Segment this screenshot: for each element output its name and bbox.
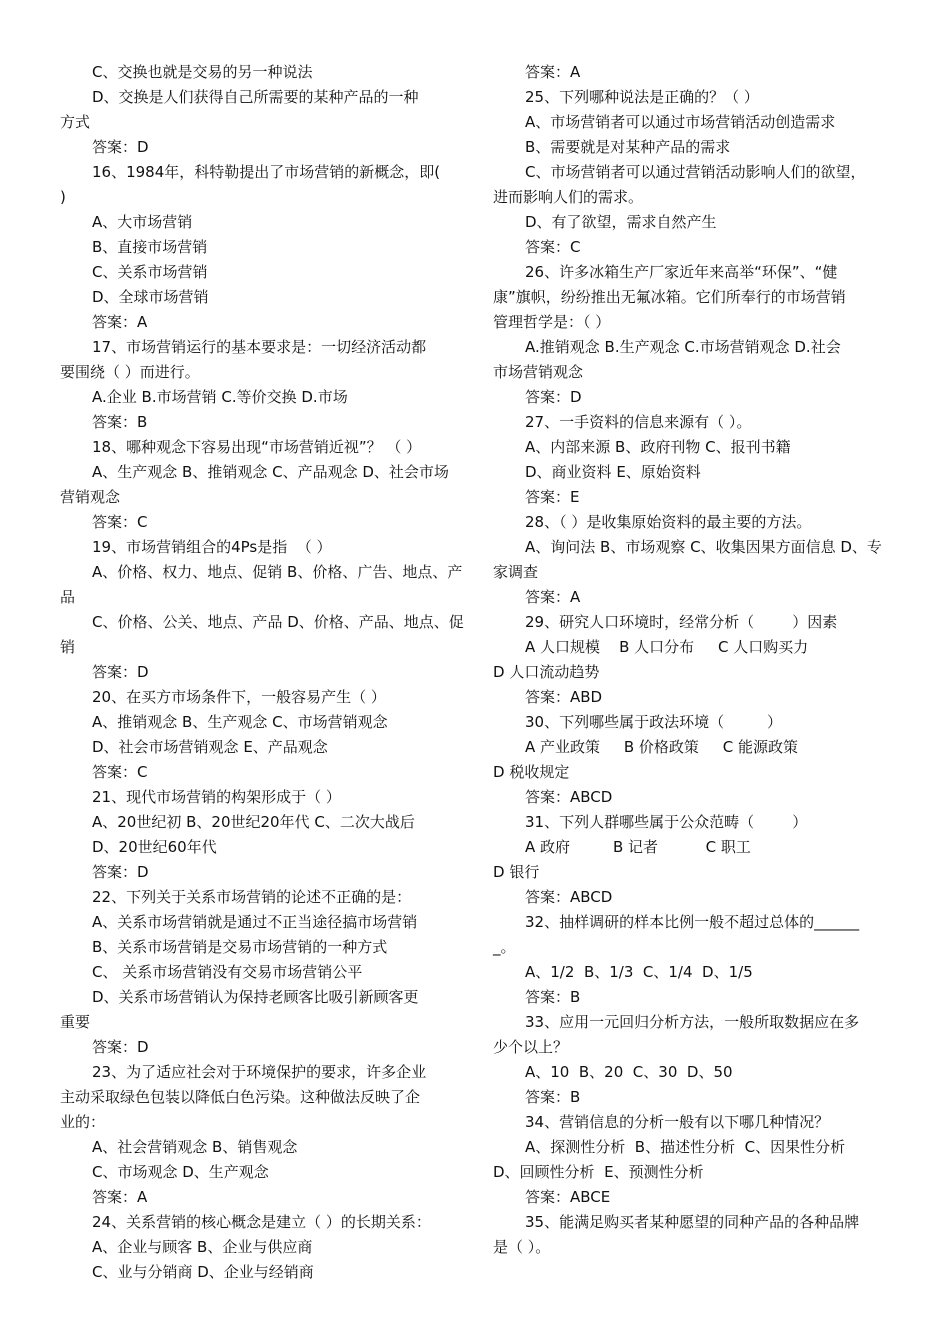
text-line: C、交换也就是交易的另一种说法: [92, 63, 313, 81]
text-line: B、关系市场营销是交易市场营销的一种方式: [92, 938, 388, 956]
text-line: 30、下列哪些属于政法环境（ ）: [525, 713, 783, 731]
text-line: 答案：B: [92, 413, 148, 431]
text-line: 23、为了适应社会对于环境保护的要求，许多企业: [92, 1063, 427, 1081]
text-line: 答案：ABCD: [525, 888, 613, 906]
text-line: 答案：ABCE: [525, 1188, 611, 1206]
text-line: 答案：ABD: [525, 688, 603, 706]
text-line: 答案：D: [92, 1038, 149, 1056]
text-line: A、询问法 B、市场观察 C、收集因果方面信息 D、专: [525, 538, 882, 556]
text-line: 答案：B: [525, 988, 581, 1006]
text-line: 答案：D: [525, 388, 582, 406]
text-line: 是（ ）。: [493, 1238, 551, 1256]
right-column: [493, 60, 893, 1260]
text-line: 方式: [60, 113, 91, 131]
text-line: 19、市场营销组合的4Ps是指 （ ）: [92, 538, 332, 556]
text-line: 26、许多冰箱生产厂家近年来高举“环保”、“健: [525, 263, 838, 281]
text-line: 28、（ ）是收集原始资料的最主要的方法。: [525, 513, 812, 531]
text-line: 答案：E: [525, 488, 580, 506]
text-line: A、内部来源 B、政府刊物 C、报刊书籍: [525, 438, 791, 456]
text-line: 家调查: [493, 563, 539, 581]
text-line: 25、下列哪种说法是正确的？（ ）: [525, 88, 759, 106]
text-line: 18、哪种观念下容易出现“市场营销近视”？ （ ）: [92, 438, 422, 456]
text-line: A、企业与顾客 B、企业与供应商: [92, 1238, 313, 1256]
text-line: 答案：A: [525, 588, 581, 606]
text-line: 32、抽样调研的样本比例一般不超过总体的______: [525, 913, 860, 931]
text-line: 答案：A: [92, 1188, 148, 1206]
text-line: _。: [493, 938, 516, 956]
text-line: A、大市场营销: [92, 213, 193, 231]
text-line: D 银行: [493, 863, 540, 881]
text-line: A 人口规模 B 人口分布 C 人口购买力: [525, 638, 809, 656]
text-line: 答案：B: [525, 1088, 581, 1106]
text-line: ): [60, 188, 66, 206]
text-line: 业的：: [60, 1113, 106, 1131]
text-line: C、业与分销商 D、企业与经销商: [92, 1263, 314, 1281]
text-line: D、全球市场营销: [92, 288, 209, 306]
text-line: 答案：ABCD: [525, 788, 613, 806]
text-line: 进而影响人们的需求。: [493, 188, 644, 206]
text-line: D、20世纪60年代: [92, 838, 217, 856]
text-line: 34、营销信息的分析一般有以下哪几种情况？: [525, 1113, 830, 1131]
text-line: 答案：D: [92, 663, 149, 681]
text-line: 22、下列关于关系市场营销的论述不正确的是：: [92, 888, 412, 906]
text-line: 管理哲学是：（ ）: [493, 313, 611, 331]
text-line: 24、关系营销的核心概念是建立（ ）的长期关系：: [92, 1213, 431, 1231]
text-line: A、探测性分析 B、描述性分析 C、因果性分析: [525, 1138, 846, 1156]
text-line: B、直接市场营销: [92, 238, 208, 256]
text-line: B、需要就是对某种产品的需求: [525, 138, 731, 156]
text-line: C、关系市场营销: [92, 263, 208, 281]
text-line: C、市场观念 D、生产观念: [92, 1163, 269, 1181]
text-line: A、推销观念 B、生产观念 C、市场营销观念: [92, 713, 388, 731]
text-line: A、关系市场营销就是通过不正当途径搞市场营销: [92, 913, 418, 931]
text-line: 20、在买方市场条件下，一般容易产生（ ）: [92, 688, 386, 706]
text-line: A.企业 B.市场营销 C.等价交换 D.市场: [92, 388, 348, 406]
text-line: 答案：C: [92, 513, 148, 531]
text-line: 品: [60, 588, 76, 606]
text-line: 康”旗帜，纷纷推出无氟冰箱。它们所奉行的市场营销: [493, 288, 846, 306]
text-line: A、生产观念 B、推销观念 C、产品观念 D、社会市场: [92, 463, 449, 481]
text-line: 31、下列人群哪些属于公众范畴（ ）: [525, 813, 808, 831]
text-line: D、交换是人们获得自己所需要的某种产品的一种: [92, 88, 419, 106]
text-line: 16、1984年，科特勒提出了市场营销的新概念，即(: [92, 163, 441, 181]
text-line: 17、市场营销运行的基本要求是：一切经济活动都: [92, 338, 427, 356]
text-line: C、市场营销者可以通过营销活动影响人们的欲望，: [525, 163, 866, 181]
text-line: C、价格、公关、地点、产品 D、价格、产品、地点、促: [92, 613, 464, 631]
text-line: A、1/2 B、1/3 C、1/4 D、1/5: [525, 963, 753, 981]
text-line: 答案：C: [92, 763, 148, 781]
text-line: D、关系市场营销认为保持老顾客比吸引新顾客更: [92, 988, 419, 1006]
text-line: C、 关系市场营销没有交易市场营销公平: [92, 963, 363, 981]
text-line: 主动采取绿色包装以降低白色污染。这种做法反映了企: [60, 1088, 421, 1106]
text-line: 35、能满足购买者某种愿望的同种产品的各种品牌: [525, 1213, 860, 1231]
text-line: 答案：A: [92, 313, 148, 331]
text-line: 营销观念: [60, 488, 121, 506]
text-line: D、社会市场营销观念 E、产品观念: [92, 738, 328, 756]
text-line: D、商业资料 E、原始资料: [525, 463, 701, 481]
text-line: A 产业政策 B 价格政策 C 能源政策: [525, 738, 799, 756]
text-line: 少个以上？: [493, 1038, 569, 1056]
text-line: 答案：C: [525, 238, 581, 256]
text-line: A、市场营销者可以通过市场营销活动创造需求: [525, 113, 836, 131]
text-line: 市场营销观念: [493, 363, 584, 381]
text-line: D 税收规定: [493, 763, 570, 781]
text-line: A、20世纪初 B、20世纪20年代 C、二次大战后: [92, 813, 415, 831]
text-line: D、回顾性分析 E、预测性分析: [493, 1163, 704, 1181]
text-line: A 政府 B 记者 C 职工: [525, 838, 751, 856]
text-line: 重要: [60, 1013, 91, 1031]
text-line: D、有了欲望，需求自然产生: [525, 213, 717, 231]
left-column: [60, 60, 464, 1285]
text-line: 29、研究人口环境时，经常分析（ ）因素: [525, 613, 838, 631]
text-line: 33、应用一元回归分析方法，一般所取数据应在多: [525, 1013, 860, 1031]
text-line: A、10 B、20 C、30 D、50: [525, 1063, 733, 1081]
text-line: 答案：A: [525, 63, 581, 81]
text-line: 27、一手资料的信息来源有（ ）。: [525, 413, 752, 431]
text-line: D 人口流动趋势: [493, 663, 600, 681]
text-line: 答案：D: [92, 138, 149, 156]
text-line: A、价格、权力、地点、促销 B、价格、广告、地点、产: [92, 563, 463, 581]
text-line: 要围绕（ ）而进行。: [60, 363, 200, 381]
text-line: A、社会营销观念 B、销售观念: [92, 1138, 298, 1156]
text-line: 答案：D: [92, 863, 149, 881]
text-line: 销: [60, 638, 76, 656]
text-line: 21、现代市场营销的构架形成于（ ）: [92, 788, 341, 806]
text-line: A.推销观念 B.生产观念 C.市场营销观念 D.社会: [525, 338, 841, 356]
